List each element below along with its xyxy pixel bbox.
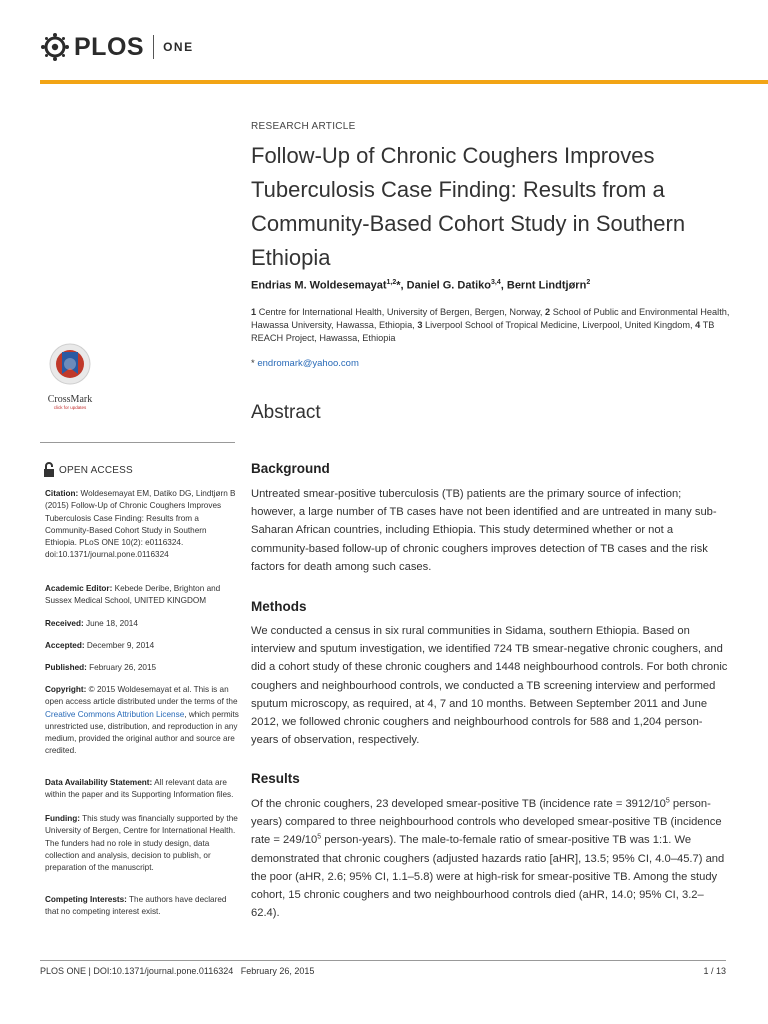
- copyright-label: Copyright:: [45, 685, 87, 694]
- open-access-badge: [43, 462, 133, 478]
- footer-citation: PLOS ONE | DOI:10.1371/journal.pone.0116324 February 26, 2015: [40, 966, 315, 976]
- results-heading: Results: [251, 771, 300, 786]
- affiliation-number: 1: [251, 307, 257, 317]
- results-text-part: Of the chronic coughers, 23 developed smear-positive TB (incidence rate = 3912/10: [251, 798, 666, 810]
- received-block: [45, 618, 240, 630]
- results-text: [251, 795, 729, 922]
- funding-block: [45, 813, 240, 874]
- abstract-heading: Abstract: [251, 402, 321, 423]
- license-link[interactable]: Creative Commons Attribution License: [45, 709, 185, 719]
- competing-interests-block: [45, 894, 240, 919]
- corresponding-mark: *: [251, 358, 255, 369]
- corresponding-email: [251, 358, 359, 369]
- copyright-text: © 2015 Woldesemayat et al. This is an open access article distributed under the terms of the: [45, 685, 238, 707]
- author-list: Endrias M. Woldesemayat$^{1,2}$*, Daniel G. Datiko$^{3,4}$, Bernt Lindtjørn$^2$: [251, 279, 591, 292]
- funding-text: This study was financially supported by the University of Bergen, Centre for International Health. The funders had no role in study design, data collection and analysis, decision to publish, or preparation of the manuscript.: [45, 814, 238, 873]
- article-title: Follow-Up of Chronic Coughers Improves Tuberculosis Case Finding: Results from a Community-Based Cohort Study in Southern Ethiopia: [251, 143, 686, 270]
- editor-text: Kebede Deribe, Brighton and Sussex Medical School, UNITED KINGDOM: [45, 584, 221, 606]
- open-access-label: OPEN ACCESS: [59, 464, 133, 476]
- citation-block: [45, 488, 240, 562]
- accepted-date: December 9, 2014: [86, 641, 155, 650]
- crossmark-sublabel: click for updates: [53, 405, 87, 410]
- author-name[interactable]: Endrias M. Woldesemayat: [251, 279, 387, 292]
- crossmark-badge[interactable]: [40, 342, 100, 410]
- background-text: Untreated smear-positive tuberculosis (TB) patients are the primary source of infection; however, a large number of TB cases have not been identified and are untreated in many sub-Saharan African countries, including Ethiopia. This study determined whether or not a community-based follow-up of chronic coughers improves detection of TB cases and the risk factors for death among such cases.: [251, 488, 717, 573]
- author-affiliation-ref: 2: [586, 279, 591, 286]
- journal-name: PLOS: [74, 32, 145, 61]
- competing-interests-label: Competing Interests:: [45, 895, 127, 904]
- journal-subname: ONE: [163, 40, 194, 54]
- plos-logo-icon: [40, 32, 70, 62]
- affiliation-number: 4: [695, 320, 701, 330]
- author-name[interactable]: Bernt Lindtjørn: [506, 279, 587, 292]
- published-block: [45, 662, 240, 674]
- exponent: 5: [317, 833, 322, 841]
- citation-label: Citation:: [45, 489, 79, 498]
- affiliation-number: 2: [545, 307, 551, 317]
- article-type: RESEARCH ARTICLE: [251, 121, 356, 132]
- published-label: Published:: [45, 663, 87, 672]
- affiliation-text: School of Public and Environmental Health, Hawassa University, Hawassa, Ethiopia,: [251, 307, 730, 330]
- data-availability-label: Data Availability Statement:: [45, 778, 153, 787]
- affiliation-text: TB REACH Project, Hawassa, Ethiopia: [251, 320, 715, 343]
- journal-logo[interactable]: [40, 30, 194, 64]
- crossmark-icon: [48, 342, 92, 388]
- accepted-block: [45, 640, 240, 652]
- published-date: February 26, 2015: [89, 663, 157, 672]
- crossmark-label: CrossMark: [47, 394, 93, 405]
- received-date: June 18, 2014: [85, 619, 138, 628]
- funding-label: Funding:: [45, 814, 81, 823]
- copyright-block: [45, 684, 240, 758]
- footer-rule: [40, 960, 726, 961]
- editor-label: Academic Editor:: [45, 584, 113, 593]
- citation-text: Woldesemayat EM, Datiko DG, Lindtjørn B (2015) Follow-Up of Chronic Coughers Improves Tuberculosis Case Finding: Results from a Community-Based Cohort Study in Southern Ethiopia. PLoS ONE 10(2): e0116324. doi:10.1371/journal.pone.0116324: [45, 489, 236, 560]
- author-affiliation-ref: 1,2: [386, 279, 397, 286]
- affiliation-text: Centre for International Health, University of Bergen, Bergen, Norway,: [258, 307, 543, 317]
- page-number: 1 / 13: [703, 966, 726, 976]
- methods-heading: Methods: [251, 599, 307, 614]
- sidebar-rule: [40, 442, 235, 443]
- data-availability-text: All relevant data are within the paper and its Supporting Information files.: [45, 778, 234, 800]
- exponent: 5: [665, 797, 670, 805]
- competing-interests-text: The authors have declared that no competing interest exist.: [45, 895, 227, 917]
- background-heading: Background: [251, 461, 330, 476]
- logo-divider: [153, 35, 154, 59]
- corresponding-mark: *: [396, 279, 401, 292]
- methods-text: We conducted a census in six rural communities in Sidama, southern Ethiopia. Based on interview and sputum investigation, we identified 724 TB smear-negative chronic coughers, and did a cohort study of these chronic coughers and 1448 neighbourhood controls. For both chronic coughers and neighbourhood controls, we conducted a TB screening interview and performed sputum microscopy, as required, at 4, 7 and 10 months. Between September 2011 and June 2012, we followed chronic coughers and neighbourhood controls for 588 and 1,204 person-years of observation, respectively.: [251, 625, 728, 747]
- affiliation-text: Liverpool School of Tropical Medicine, Liverpool, United Kingdom,: [425, 320, 693, 330]
- affiliations: [251, 306, 731, 345]
- received-label: Received:: [45, 619, 84, 628]
- author-name[interactable]: Daniel G. Datiko: [406, 279, 492, 292]
- author-affiliation-ref: 3,4: [491, 279, 501, 286]
- editor-block: [45, 583, 240, 608]
- affiliation-number: 3: [417, 320, 423, 330]
- header-rule: [40, 80, 768, 84]
- results-text-part: person-years) compared to three neighbourhood controls who developed smear-positive TB (incidence rate = 249/10: [251, 798, 722, 847]
- open-lock-icon: [43, 462, 55, 478]
- results-text-part: person-years). The male-to-female ratio of smear-positive TB was 1:1. We demonstrated that chronic coughers (adjusted hazards ratio [aHR], 13.5; 95% CI, 4.0–45.7) and the poor (aHR, 2.6; 95% CI, 1.1–5.8) were at high-risk for smear-positive TB. Among the study cohort, 15 chronic coughers and two neighbourhood controls died (aHR, 14.0; 95% CI, 3.2–62.4).: [251, 834, 725, 920]
- copyright-text: , which permits unrestricted use, distribution, and reproduction in any medium, provided the original author and source are credited.: [45, 709, 239, 756]
- email-link[interactable]: endromark@yahoo.com: [257, 358, 359, 369]
- accepted-label: Accepted:: [45, 641, 85, 650]
- data-availability-block: [45, 777, 240, 802]
